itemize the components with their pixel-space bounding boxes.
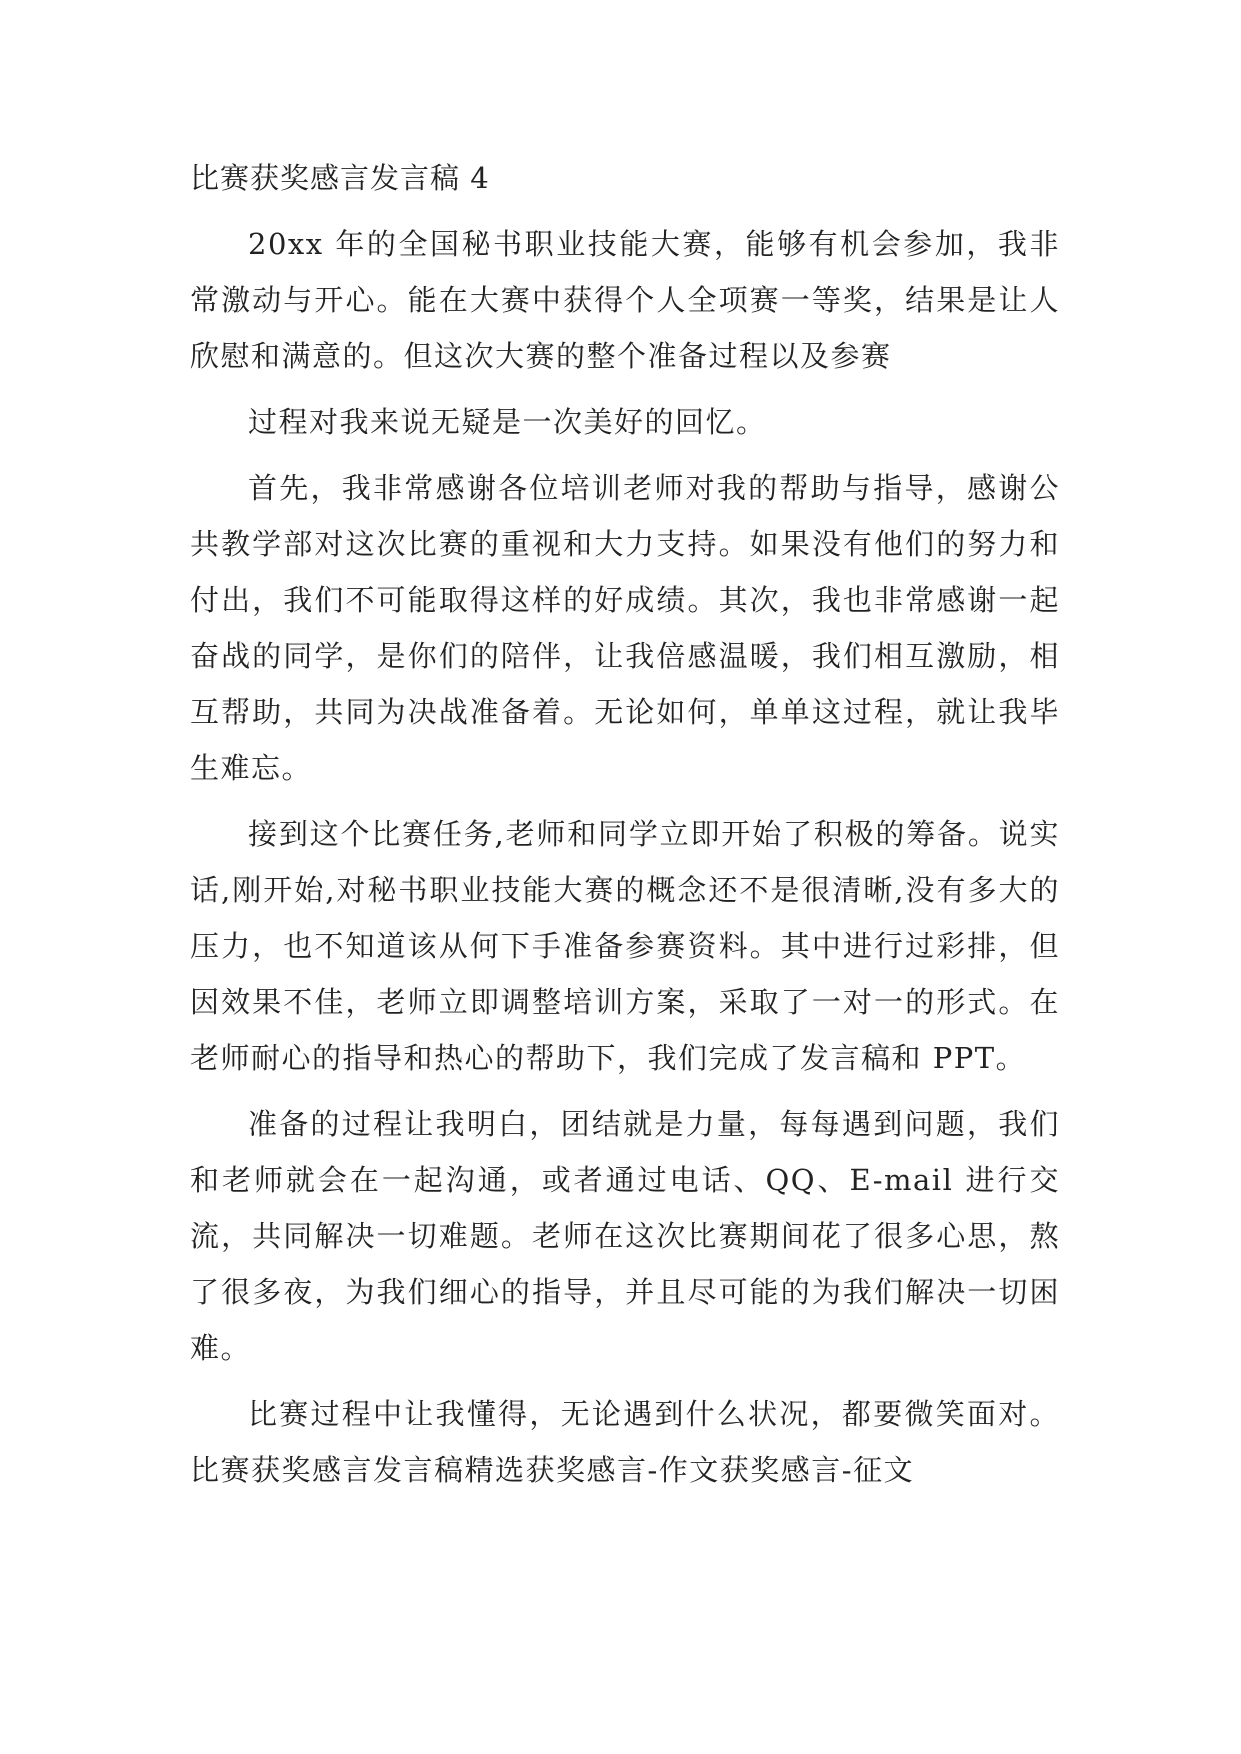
document-body xyxy=(190,160,1060,1508)
paragraph-2: 过程对我来说无疑是一次美好的回忆。 xyxy=(248,405,767,439)
paragraph-6: 比赛过程中让我懂得，无论遇到什么状况，都要微笑面对。比赛获奖感言发言稿精选获奖感言-作文获奖感言-征文 xyxy=(190,1397,1060,1487)
paragraph-5: 准备的过程让我明白，团结就是力量，每每遇到问题，我们和老师就会在一起沟通，或者通过电话、QQ、E-mail 进行交流，共同解决一切难题。老师在这次比赛期间花了很多心思，熬了很多夜，为我们细心的指导，并且尽可能的为我们解决一切困难。 xyxy=(190,1107,1060,1365)
paragraph-1: 20xx 年的全国秘书职业技能大赛，能够有机会参加，我非常激动与开心。能在大赛中获得个人全项赛一等奖，结果是让人欣慰和满意的。但这次大赛的整个准备过程以及参赛 xyxy=(190,227,1060,373)
paragraph-4: 接到这个比赛任务,老师和同学立即开始了积极的筹备。说实话,刚开始,对秘书职业技能大赛的概念还不是很清晰,没有多大的压力，也不知道该从何下手准备参赛资料。其中进行过彩排，但因效果不佳，老师立即调整培训方案，采取了一对一的形式。在老师耐心的指导和热心的帮助下，我们完成了发言稿和 PPT。 xyxy=(190,817,1060,1075)
paragraph-3: 首先，我非常感谢各位培训老师对我的帮助与指导，感谢公共教学部对这次比赛的重视和大力支持。如果没有他们的努力和付出，我们不可能取得这样的好成绩。其次，我也非常感谢一起奋战的同学，是你们的陪伴，让我倍感温暖，我们相互激励，相互帮助，共同为决战准备着。无论如何，单单这过程，就让我毕生难忘。 xyxy=(190,471,1060,785)
document-title: 比赛获奖感言发言稿 4 xyxy=(190,161,490,195)
